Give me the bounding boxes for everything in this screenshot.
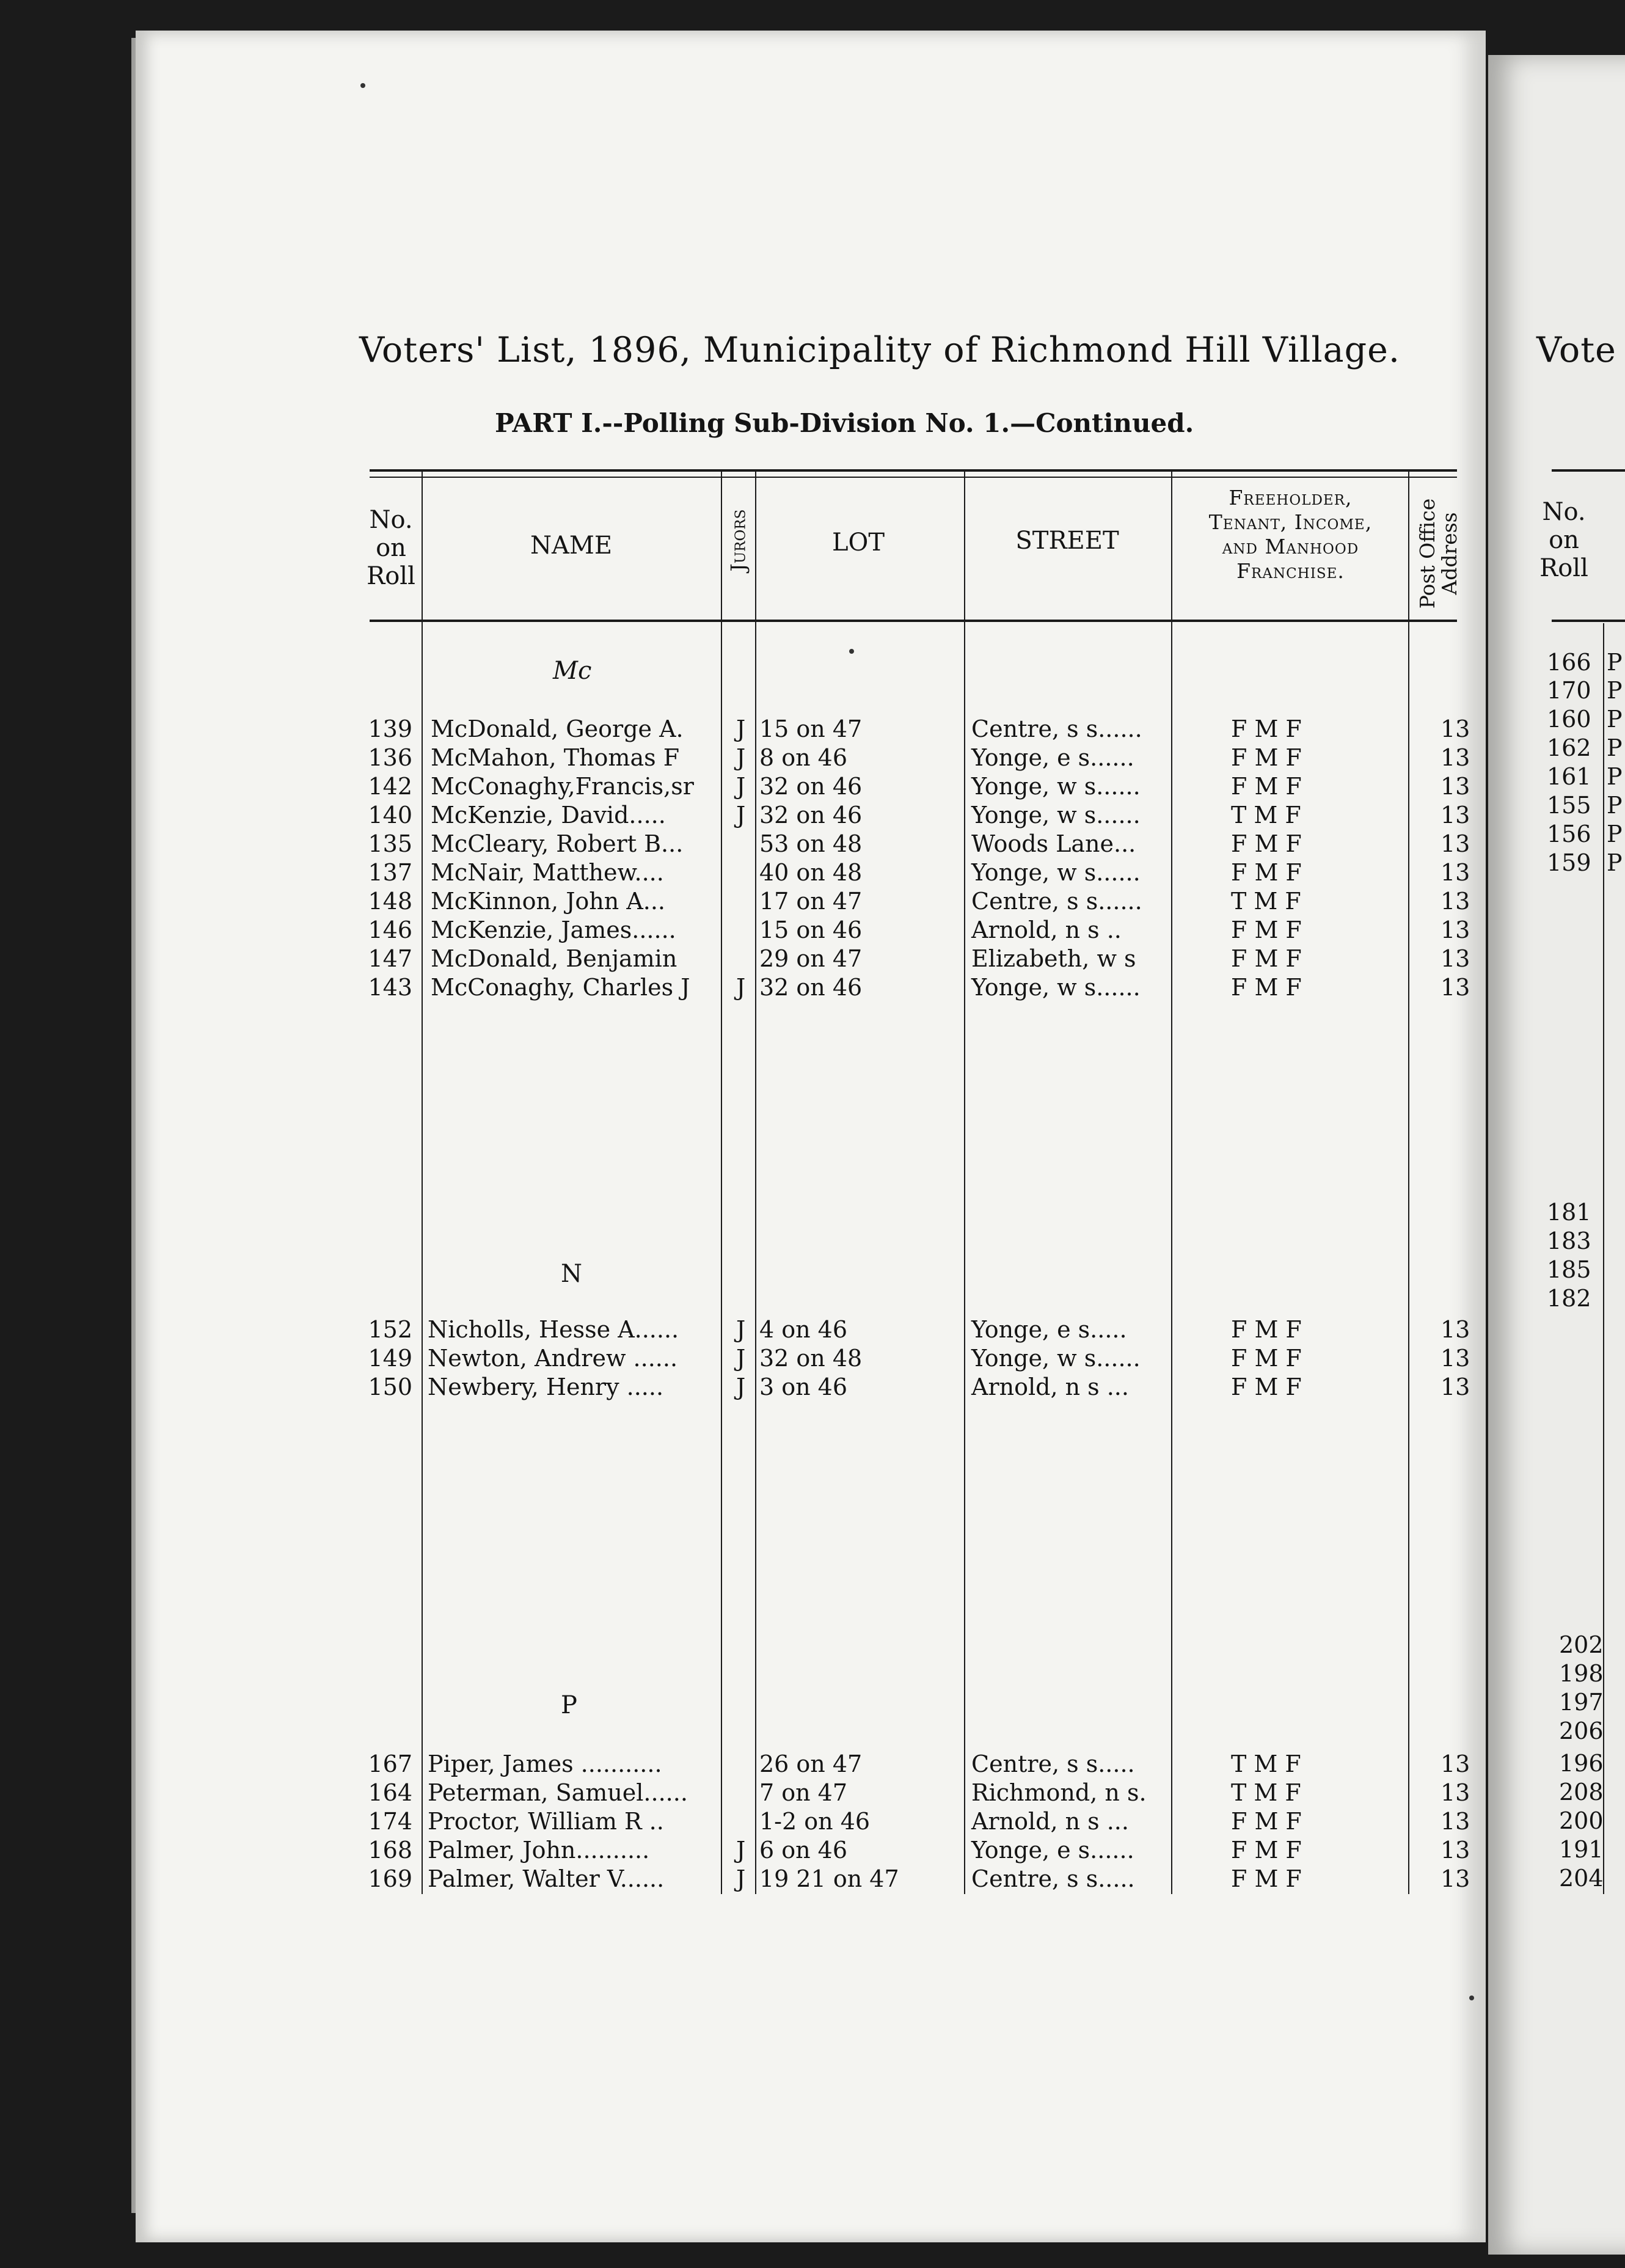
juror-mark: J [736,1837,746,1864]
voter-name: McKenzie, David..... [431,802,666,829]
lot: 32 on 46 [759,802,863,829]
roll-number: 174 [368,1808,412,1835]
voter-name: Newton, Andrew ...... [428,1345,678,1372]
voter-name: McKenzie, James...... [431,916,676,943]
juror-mark: J [736,974,746,1001]
lot: 1-2 on 46 [759,1808,871,1835]
street: Arnold, n s ... [971,1808,1129,1835]
franchise: F M F [1231,1865,1302,1892]
street: Arnold, n s ... [971,1374,1129,1400]
next-page-number: 166 [1547,649,1591,676]
franchise: F M F [1231,715,1302,742]
next-page-initial: P [1607,649,1623,676]
franchise: T M F [1231,1750,1301,1777]
next-page-number: 208 [1559,1779,1604,1805]
next-page-number: 183 [1547,1227,1591,1254]
street: Yonge, w s...... [971,773,1141,800]
next-page-number: 170 [1547,677,1591,704]
next-page-header: No. on Roll [1539,498,1588,582]
juror-mark: J [736,1865,746,1892]
franchise: F M F [1231,916,1302,943]
voter-name: Newbery, Henry ..... [428,1374,664,1400]
roll-number: 140 [368,802,412,829]
column-rule [422,470,423,1894]
speck [1469,1995,1474,2000]
next-page-number: 182 [1547,1285,1591,1312]
roll-number: 137 [368,859,412,886]
header-top-rule [370,469,1457,472]
voter-name: McNair, Matthew.... [431,859,664,886]
next-page-initial: P [1607,849,1623,876]
franchise: F M F [1231,1837,1302,1864]
lot: 3 on 46 [759,1374,848,1400]
column-rule [1408,470,1409,1894]
lot: 8 on 46 [759,744,848,771]
next-page-initial: P [1607,734,1623,761]
roll-number: 143 [368,974,412,1001]
roll-number: 164 [368,1779,412,1806]
franchise: F M F [1231,1316,1302,1343]
roll-number: 148 [368,888,412,915]
post-office: 13 [1441,1316,1470,1343]
next-page-number: 202 [1559,1631,1604,1658]
street: Yonge, w s...... [971,859,1141,886]
lot: 32 on 48 [759,1345,863,1372]
franchise: F M F [1231,945,1302,972]
roll-number: 135 [368,830,412,857]
lot: 53 on 48 [759,830,863,857]
juror-mark: J [736,1316,746,1343]
voter-name: Palmer, John.......... [428,1837,650,1864]
street: Richmond, n s. [971,1779,1147,1806]
franchise: F M F [1231,773,1302,800]
street: Elizabeth, w s [971,945,1136,972]
post-office: 13 [1441,773,1470,800]
lot: 6 on 46 [759,1837,848,1864]
street: Yonge, e s..... [971,1316,1127,1343]
street: Yonge, w s...... [971,974,1141,1001]
header-bottom-rule [370,620,1457,622]
street: Woods Lane... [971,830,1136,857]
lot: 19 21 on 47 [759,1865,899,1892]
voter-name: Palmer, Walter V...... [428,1865,665,1892]
section-letter: P [561,1691,577,1719]
header-name: NAME [530,532,613,560]
post-office: 13 [1441,859,1470,886]
post-office: 13 [1441,945,1470,972]
speck [849,649,854,654]
speck [360,83,365,88]
street: Yonge, e s...... [971,1837,1134,1864]
lot: 26 on 47 [759,1750,863,1777]
juror-mark: J [736,773,746,800]
lot: 7 on 47 [759,1779,848,1806]
street: Yonge, w s...... [971,1345,1141,1372]
roll-number: 167 [368,1750,412,1777]
column-rule [755,470,756,1894]
juror-mark: J [736,744,746,771]
lot: 32 on 46 [759,974,863,1001]
voter-name: McConaghy, Charles J [431,974,690,1001]
header-top-rule-thin [370,477,1457,478]
voter-name: Nicholls, Hesse A...... [428,1316,679,1343]
next-page-initial: P [1607,821,1623,847]
next-page-number: 196 [1559,1750,1604,1777]
next-page-number: 185 [1547,1256,1591,1283]
section-letter: N [561,1260,582,1288]
next-page-number: 160 [1547,706,1591,733]
next-page-rule [1552,469,1625,472]
section-letter: Mc [553,657,592,685]
juror-mark: J [736,1345,746,1372]
post-office: 13 [1441,1865,1470,1892]
street: Centre, s s..... [971,1750,1135,1777]
lot: 32 on 46 [759,773,863,800]
page-title: Voters' List, 1896, Municipality of Richmond Hill Village. [359,330,1400,370]
roll-number: 142 [368,773,412,800]
voter-name: McMahon, Thomas F [431,744,680,771]
roll-number: 146 [368,916,412,943]
street: Yonge, e s...... [971,744,1134,771]
next-page-initial: P [1607,763,1623,790]
lot: 17 on 47 [759,888,863,915]
franchise: F M F [1231,859,1302,886]
next-page-initial: P [1607,677,1623,704]
franchise: F M F [1231,1374,1302,1400]
next-page-number: 204 [1559,1865,1604,1892]
post-office: 13 [1441,830,1470,857]
post-office: 13 [1441,1750,1470,1777]
column-rule [964,470,965,1894]
franchise: F M F [1231,1808,1302,1835]
roll-number: 136 [368,744,412,771]
next-page-initial: P [1607,792,1623,819]
header-lot: LOT [831,529,885,557]
header-jurors: Jurors [726,509,750,572]
juror-mark: J [736,1374,746,1400]
next-page-fragment [1488,55,1625,2255]
juror-mark: J [736,715,746,742]
next-page-number: 198 [1559,1660,1604,1687]
post-office: 13 [1441,1374,1470,1400]
franchise: F M F [1231,1345,1302,1372]
roll-number: 152 [368,1316,412,1343]
header-post-office: Post Office Address [1415,498,1461,609]
lot: 15 on 46 [759,916,863,943]
roll-number: 149 [368,1345,412,1372]
voter-name: McDonald, George A. [431,715,684,742]
header-franchise: Freeholder, Tenant, Income, and Manhood Franchise. [1208,486,1373,583]
voter-name: Peterman, Samuel...... [428,1779,688,1806]
street: Yonge, w s...... [971,802,1141,829]
post-office: 13 [1441,974,1470,1001]
next-page-number: 162 [1547,734,1591,761]
next-page-number: 197 [1559,1689,1604,1716]
franchise: F M F [1231,974,1302,1001]
street: Arnold, n s .. [971,916,1122,943]
next-page-rule [1552,620,1625,622]
page-subtitle: PART I.--Polling Sub-Division No. 1.—Continued. [495,408,1194,438]
post-office: 13 [1441,916,1470,943]
voter-name: McDonald, Benjamin [431,945,677,972]
header-street: STREET [1015,527,1119,555]
post-office: 13 [1441,1345,1470,1372]
next-page-initial: P [1607,706,1623,733]
voter-name: Proctor, William R .. [428,1808,664,1835]
next-page-number: 161 [1547,763,1591,790]
voter-name: McKinnon, John A... [431,888,666,915]
post-office: 13 [1441,744,1470,771]
juror-mark: J [736,802,746,829]
next-page-number: 206 [1559,1717,1604,1744]
next-page-number: 159 [1547,849,1591,876]
post-office: 13 [1441,802,1470,829]
roll-number: 139 [368,715,412,742]
column-rule [721,470,722,1894]
roll-number: 147 [368,945,412,972]
voter-name: Piper, James ........... [428,1750,662,1777]
roll-number: 168 [368,1837,412,1864]
voter-name: McCleary, Robert B... [431,830,684,857]
lot: 29 on 47 [759,945,863,972]
roll-number: 150 [368,1374,412,1400]
lot: 4 on 46 [759,1316,848,1343]
franchise: T M F [1231,802,1301,829]
post-office: 13 [1441,1779,1470,1806]
post-office: 13 [1441,715,1470,742]
column-rule [1171,470,1172,1894]
next-page-number: 200 [1559,1807,1604,1834]
voter-name: McConaghy,Francis,sr [431,773,694,800]
street: Centre, s s..... [971,1865,1135,1892]
header-no-on-roll: No. on Roll [367,506,415,590]
next-page-number: 156 [1547,821,1591,847]
lot: 40 on 48 [759,859,863,886]
lot: 15 on 47 [759,715,863,742]
roll-number: 169 [368,1865,412,1892]
franchise: F M F [1231,830,1302,857]
franchise: T M F [1231,888,1301,915]
next-page-title: Vote [1536,330,1616,370]
next-page-number: 191 [1559,1836,1604,1863]
franchise: T M F [1231,1779,1301,1806]
next-page-number: 181 [1547,1199,1591,1226]
franchise: F M F [1231,744,1302,771]
post-office: 13 [1441,1808,1470,1835]
street: Centre, s s...... [971,715,1142,742]
next-page-number: 155 [1547,792,1591,819]
street: Centre, s s...... [971,888,1142,915]
post-office: 13 [1441,1837,1470,1864]
post-office: 13 [1441,888,1470,915]
